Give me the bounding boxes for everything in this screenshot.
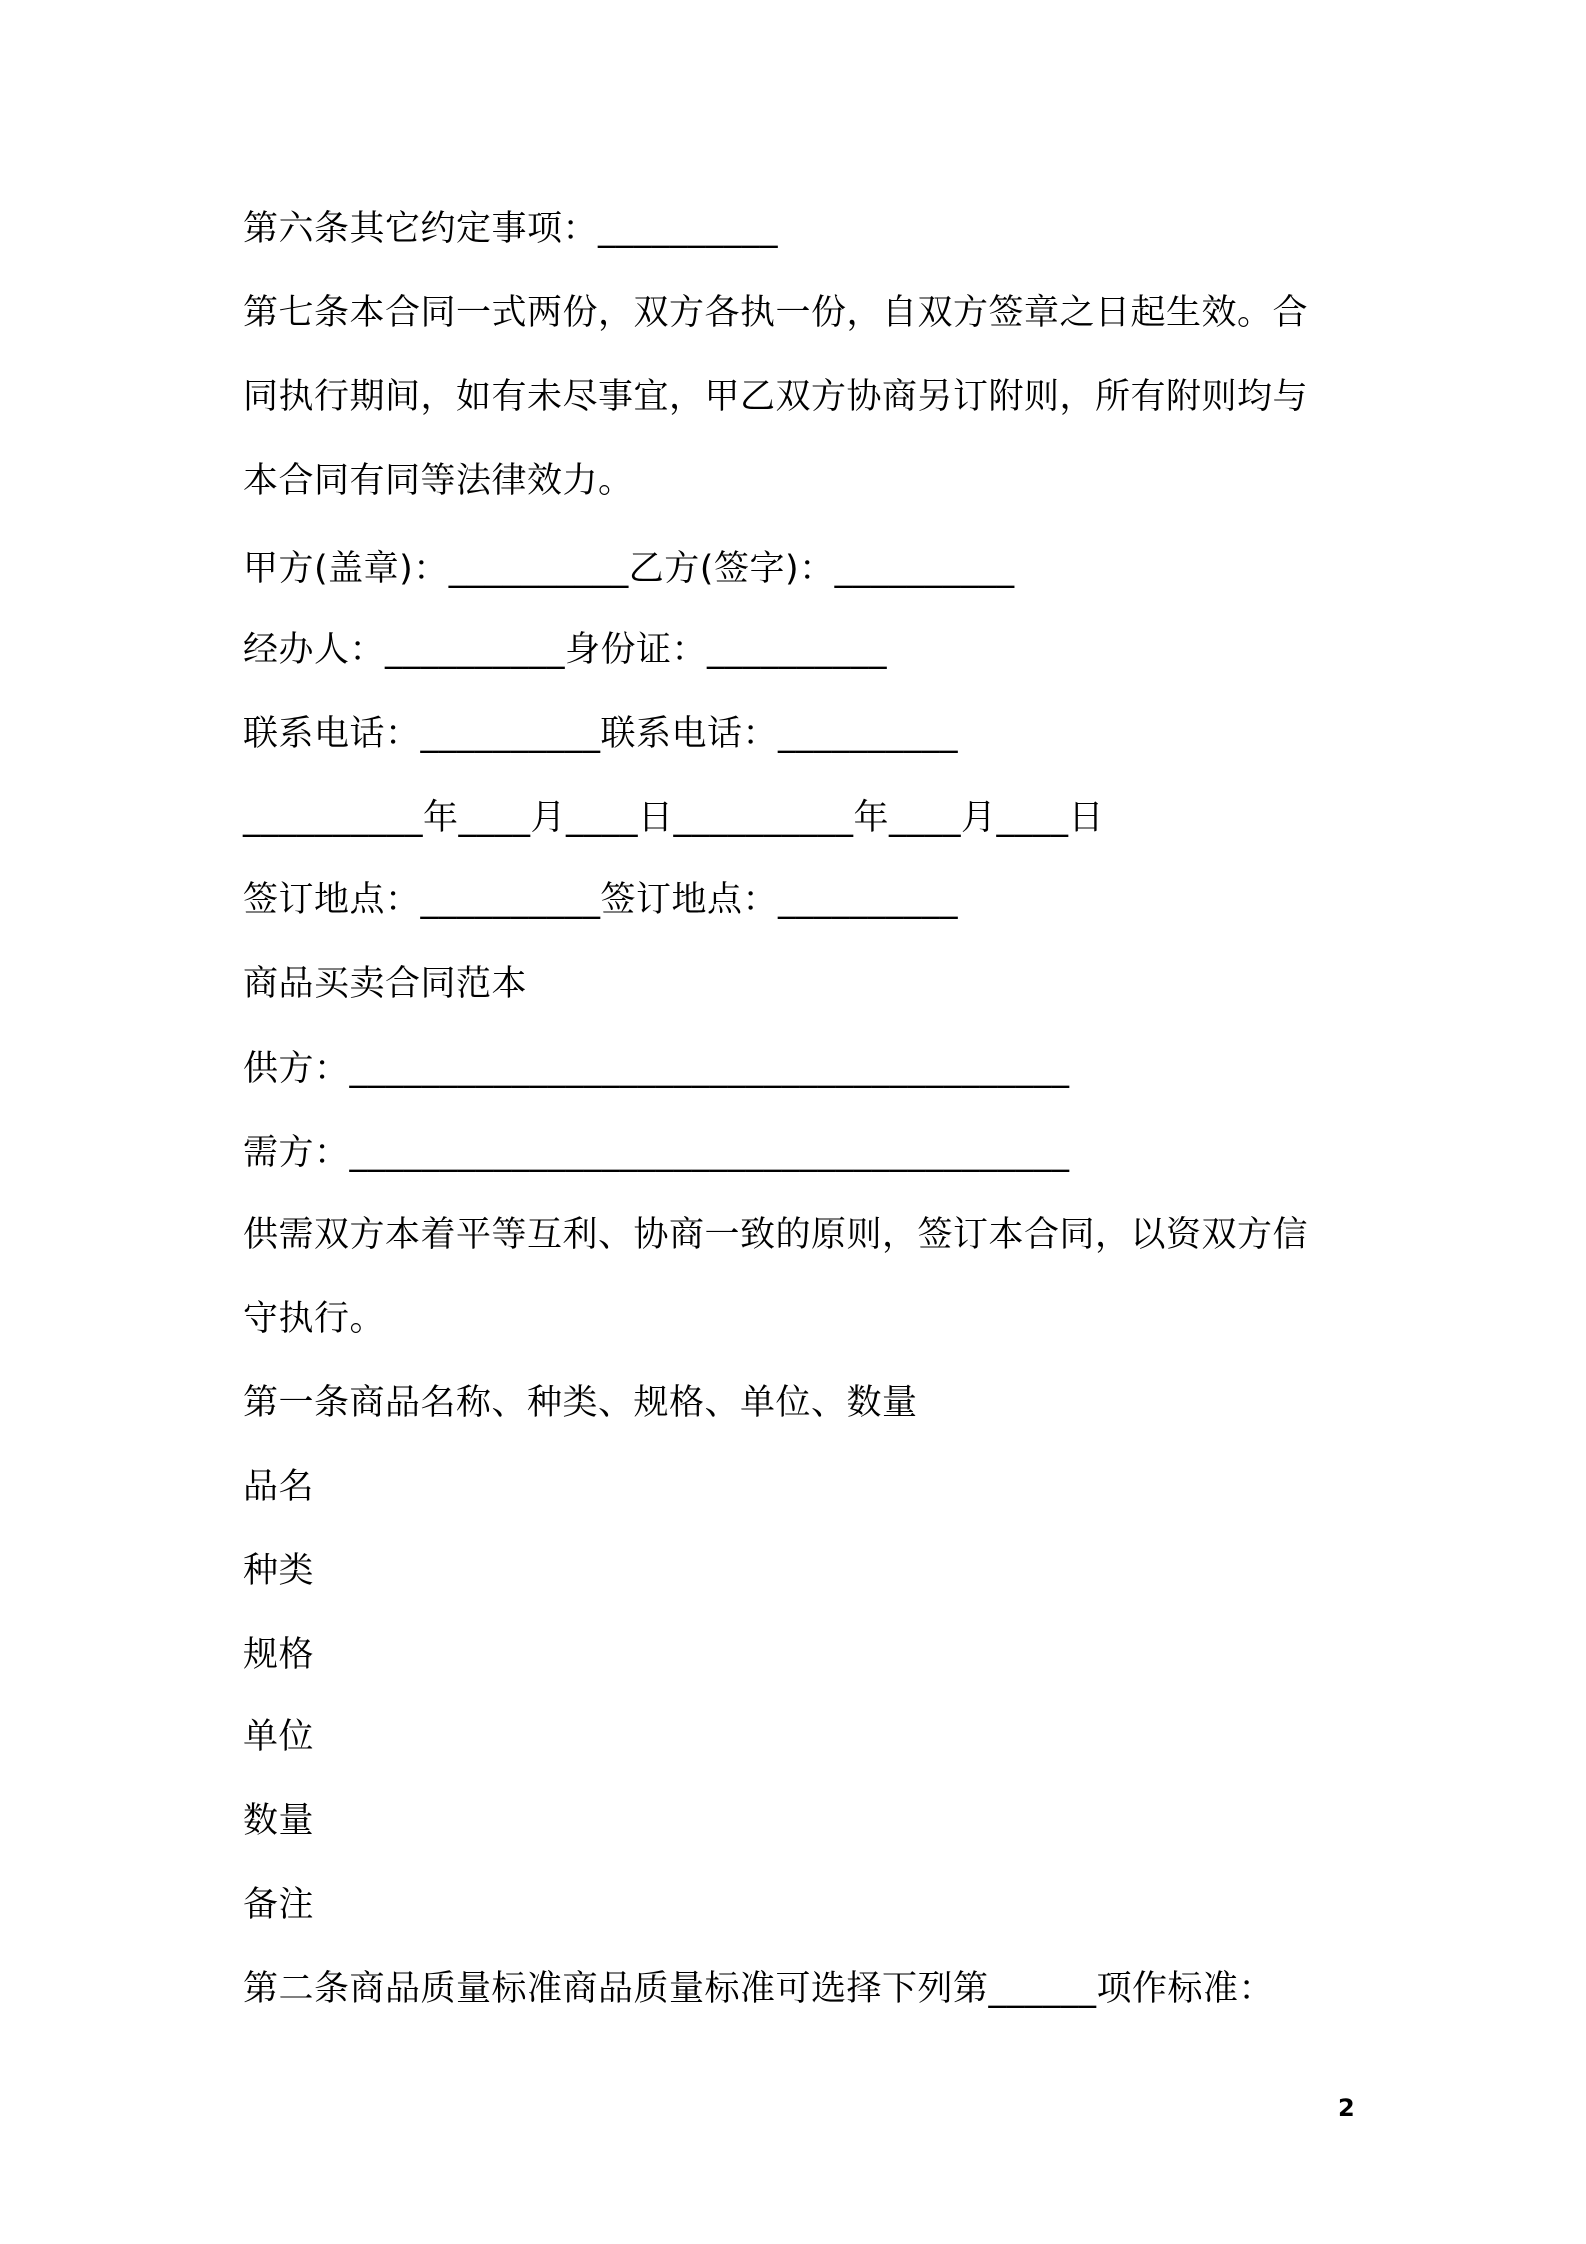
clause-2-quality-standard: 第二条商品质量标准商品质量标准可选择下列第______项作标准： <box>243 1969 1275 2009</box>
phone-line: 联系电话：__________联系电话：__________ <box>243 714 959 754</box>
clause-7-line-3: 本合同有同等法律效力。 <box>243 461 634 501</box>
field-category: 种类 <box>243 1551 315 1591</box>
handler-id-line: 经办人：__________身份证：__________ <box>243 630 888 670</box>
field-unit: 单位 <box>243 1717 315 1757</box>
clause-7-line-1: 第七条本合同一式两份，双方各执一份，自双方签章之日起生效。合 <box>243 293 1309 333</box>
field-remarks: 备注 <box>243 1885 315 1925</box>
signing-location-line: 签订地点：__________签订地点：__________ <box>243 880 959 920</box>
field-product-name: 品名 <box>243 1467 315 1507</box>
field-specification: 规格 <box>243 1635 315 1675</box>
clause-1-title: 第一条商品名称、种类、规格、单位、数量 <box>243 1383 918 1423</box>
date-line: __________年____月____日__________年____月____日 <box>243 798 1105 838</box>
supplier-line: 供方：________________________________________ <box>243 1049 1070 1089</box>
clause-7-line-2: 同执行期间，如有未尽事宜，甲乙双方协商另订附则，所有附则均与 <box>243 377 1309 417</box>
clause-6-other-matters: 第六条其它约定事项：__________ <box>243 209 779 249</box>
section-title: 商品买卖合同范本 <box>243 964 528 1004</box>
field-quantity: 数量 <box>243 1801 315 1841</box>
preamble-line-2: 守执行。 <box>243 1299 386 1339</box>
preamble-line-1: 供需双方本着平等互利、协商一致的原则，签订本合同，以资双方信 <box>243 1215 1309 1255</box>
buyer-line: 需方：________________________________________ <box>243 1133 1070 1173</box>
page-number: 2 <box>1338 2094 1355 2122</box>
signature-party-line: 甲方(盖章)：__________乙方(签字)：__________ <box>243 549 1015 589</box>
